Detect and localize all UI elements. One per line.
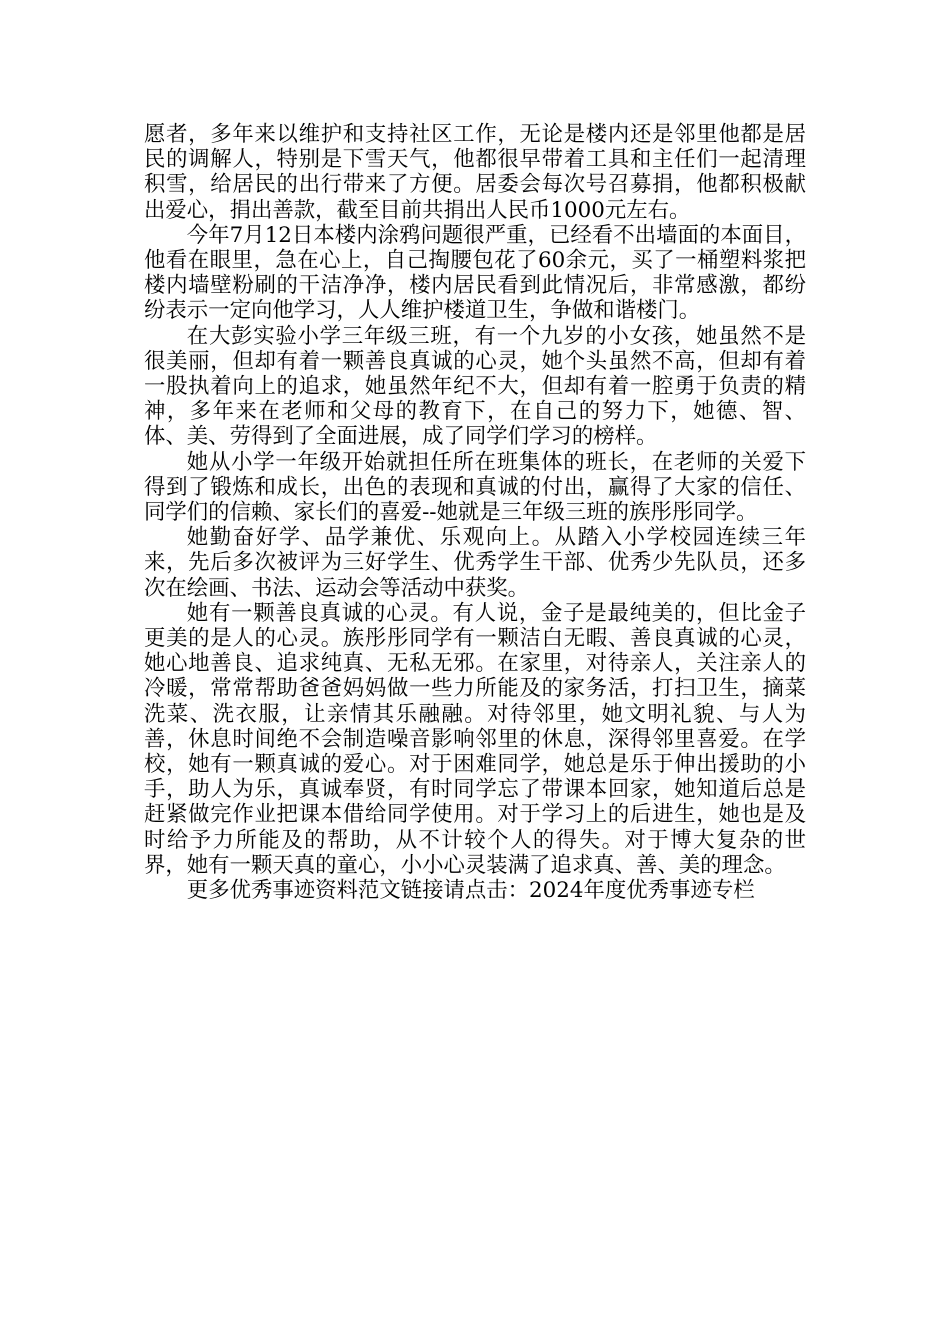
more-link-line[interactable]: 更多优秀事迹资料范文链接请点击：2024年度优秀事迹专栏 [186, 878, 755, 904]
paragraph-4: 她从小学一年级开始就担任所在班集体的班长，在老师的关爱下得到了锻炼和成长，出色的表现和真诚的付出，赢得了大家的信任、同学们的信赖、家长们的喜爱--她就是三年级三班的族彤彤同学。 [144, 449, 806, 526]
paragraph-6: 她有一颗善良真诚的心灵。有人说，金子是最纯美的，但比金子更美的是人的心灵。族彤彤同学有一颗洁白无暇、善良真诚的心灵，她心地善良、追求纯真、无私无邪。在家里，对待亲人，关注亲人的冷暖，常常帮助爸爸妈妈做一些力所能及的家务活，打扫卫生，摘菜洗菜、洗衣服，让亲情其乐融融。对待邻里，她文明礼貌、与人为善，休息时间绝不会制造噪音影响邻里的休息，深得邻里喜爱。在学校，她有一颗真诚的爱心。对于困难同学，她总是乐于伸出援助的小手，助人为乐，真诚奉贤，有时同学忘了带课本回家，她知道后总是赶紧做完作业把课本借给同学使用。对于学习上的后进生，她也是及时给予力所能及的帮助，从不计较个人的得失。对于博大复杂的世界，她有一颗天真的童心，小小心灵装满了追求真、善、美的理念。 [144, 600, 806, 878]
paragraph-3: 在大彭实验小学三年级三班，有一个九岁的小女孩，她虽然不是很美丽，但却有着一颗善良真诚的心灵，她个头虽然不高，但却有着一股执着向上的追求，她虽然年纪不大，但却有着一腔勇于负责的精神，多年来在老师和父母的教育下，在自己的努力下，她德、智、体、美、劳得到了全面进展，成了同学们学习的榜样。 [144, 323, 806, 450]
document-body [144, 122, 806, 903]
paragraph-1: 愿者，多年来以维护和支持社区工作，无论是楼内还是邻里他都是居民的调解人，特别是下雪天气，他都很早带着工具和主任们一起清理积雪，给居民的出行带来了方便。居委会每次号召募捐，他都积极献出爱心，捐出善款，截至目前共捐出人民币1000元左右。 [144, 122, 806, 223]
paragraph-5: 她勤奋好学、品学兼优、乐观向上。从踏入小学校园连续三年来，先后多次被评为三好学生、优秀学生干部、优秀少先队员，还多次在绘画、书法、运动会等活动中获奖。 [144, 525, 806, 601]
paragraph-2: 今年7月12日本楼内涂鸦问题很严重，已经看不出墙面的本面目，他看在眼里，急在心上，自己掏腰包花了60余元，买了一桶塑料浆把楼内墙壁粉刷的干洁净净，楼内居民看到此情况后，非常感激，都纷纷表示一定向他学习，人人维护楼道卫生，争做和谐楼门。 [144, 222, 806, 324]
